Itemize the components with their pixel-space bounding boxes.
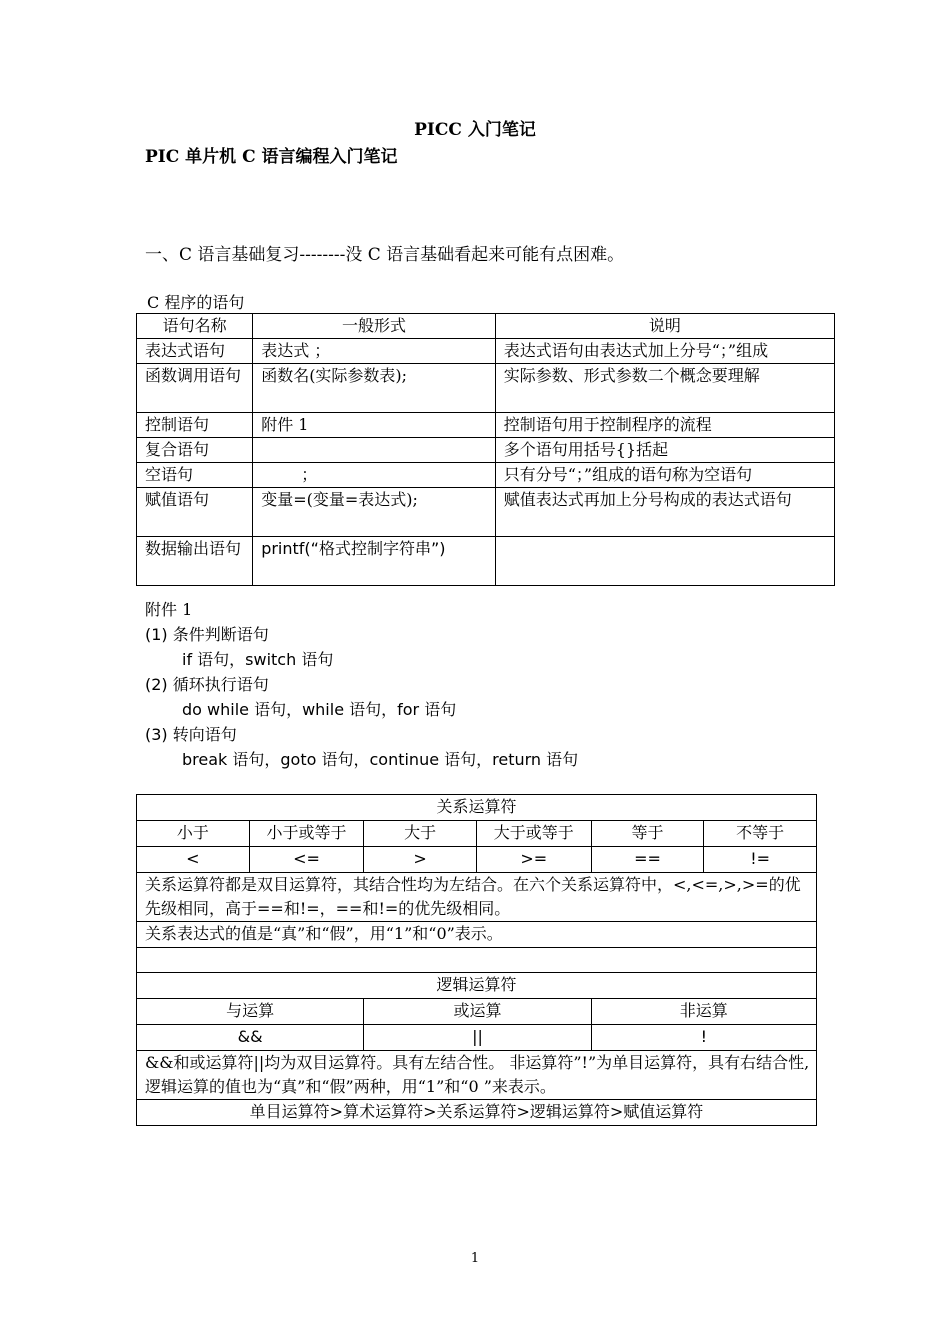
logical-title: 逻辑运算符 [137,973,817,999]
page-title: PICC 入门笔记 [414,120,536,140]
header-cell: 大于 [364,821,477,847]
logical-note: &&和或运算符||均为双目运算符。具有左结合性。 非运算符”!”为单目运算符，具有右结合性,逻辑运算的值也为“真”和“假”两种，用“1”和“0 ”来表示。 [137,1051,817,1100]
symbol-cell: ! [591,1025,816,1051]
symbol-cell: >= [476,847,591,873]
table-cell: ； [253,463,496,488]
table-cell: 函数调用语句 [137,364,253,413]
table-row [137,339,835,364]
relational-symbol-row [137,847,817,873]
header-cell: 非运算 [591,999,816,1025]
table-cell: 表达式 ； [253,339,496,364]
table-cell: 多个语句用括号{}括起 [495,438,834,463]
symbol-cell: > [364,847,477,873]
table-cell: 只有分号“；”组成的语句称为空语句 [495,463,834,488]
table-row [137,364,835,413]
header-cell: 小于 [137,821,250,847]
header-cell: 一般形式 [253,314,496,339]
symbol-cell: == [591,847,704,873]
symbol-cell: < [137,847,250,873]
appendix-section [145,597,578,772]
table-row [137,488,835,537]
header-cell: 小于或等于 [249,821,364,847]
header-cell: 与运算 [137,999,364,1025]
appendix-item-detail: do while 语句，while 语句，for 语句 [182,700,457,719]
statement-table [136,313,835,586]
table-cell: 数据输出语句 [137,537,253,586]
table-cell: 控制语句 [137,413,253,438]
appendix-item-label: (1) 条件判断语句 [145,625,269,644]
section-heading: 一、C 语言基础复习--------没 C 语言基础看起来可能有点困难。 [145,245,625,265]
symbol-cell: <= [249,847,364,873]
appendix-item-detail: break 语句，goto 语句，continue 语句，return 语句 [182,750,579,769]
table-cell: 附件 1 [253,413,496,438]
table-cell: 实际参数、形式参数二个概念要理解 [495,364,834,413]
table-cell: 复合语句 [137,438,253,463]
page-subtitle: PIC 单片机 C 语言编程入门笔记 [145,147,398,167]
table-row [137,438,835,463]
blank-row [137,948,817,973]
header-cell: 语句名称 [137,314,253,339]
table-cell: 表达式语句由表达式加上分号“；”组成 [495,339,834,364]
table-cell [495,537,834,586]
header-cell: 等于 [591,821,704,847]
header-cell: 说明 [495,314,834,339]
appendix-item-label: (2) 循环执行语句 [145,675,269,694]
header-cell: 大于或等于 [476,821,591,847]
logical-symbol-row [137,1025,817,1051]
table-cell [253,438,496,463]
table-row [137,537,835,586]
logical-header-row [137,999,817,1025]
relational-value-note: 关系表达式的值是“真”和“假”，用“1”和“0”表示。 [137,922,817,948]
operators-table [136,794,817,1126]
precedence-row: 单目运算符>算术运算符>关系运算符>逻辑运算符>赋值运算符 [137,1100,817,1126]
appendix-item-label: (3) 转向语句 [145,725,237,744]
table-cell: 控制语句用于控制程序的流程 [495,413,834,438]
relational-note: 关系运算符都是双目运算符，其结合性均为左结合。在六个关系运算符中，<,<=,>,>=的优先级相同，高于==和!=，==和!=的优先级相同。 [137,873,817,922]
appendix-title: 附件 1 [145,600,193,619]
table-cell: 表达式语句 [137,339,253,364]
table-header-row [137,314,835,339]
table-cell: 空语句 [137,463,253,488]
table-cell: printf(“格式控制字符串”) [253,537,496,586]
symbol-cell: && [137,1025,364,1051]
table-cell: 赋值表达式再加上分号构成的表达式语句 [495,488,834,537]
relational-header-row [137,821,817,847]
header-cell: 不等于 [704,821,817,847]
relational-title: 关系运算符 [137,795,817,821]
table-cell: 赋值语句 [137,488,253,537]
appendix-item-detail: if 语句，switch 语句 [182,650,334,669]
table-row [137,413,835,438]
table-caption: C 程序的语句 [147,293,245,312]
table-cell: 变量=(变量=表达式); [253,488,496,537]
table-row [137,463,835,488]
symbol-cell: || [364,1025,591,1051]
header-cell: 或运算 [364,999,591,1025]
symbol-cell: != [704,847,817,873]
page-number: 1 [470,1251,480,1266]
table-cell: 函数名(实际参数表); [253,364,496,413]
